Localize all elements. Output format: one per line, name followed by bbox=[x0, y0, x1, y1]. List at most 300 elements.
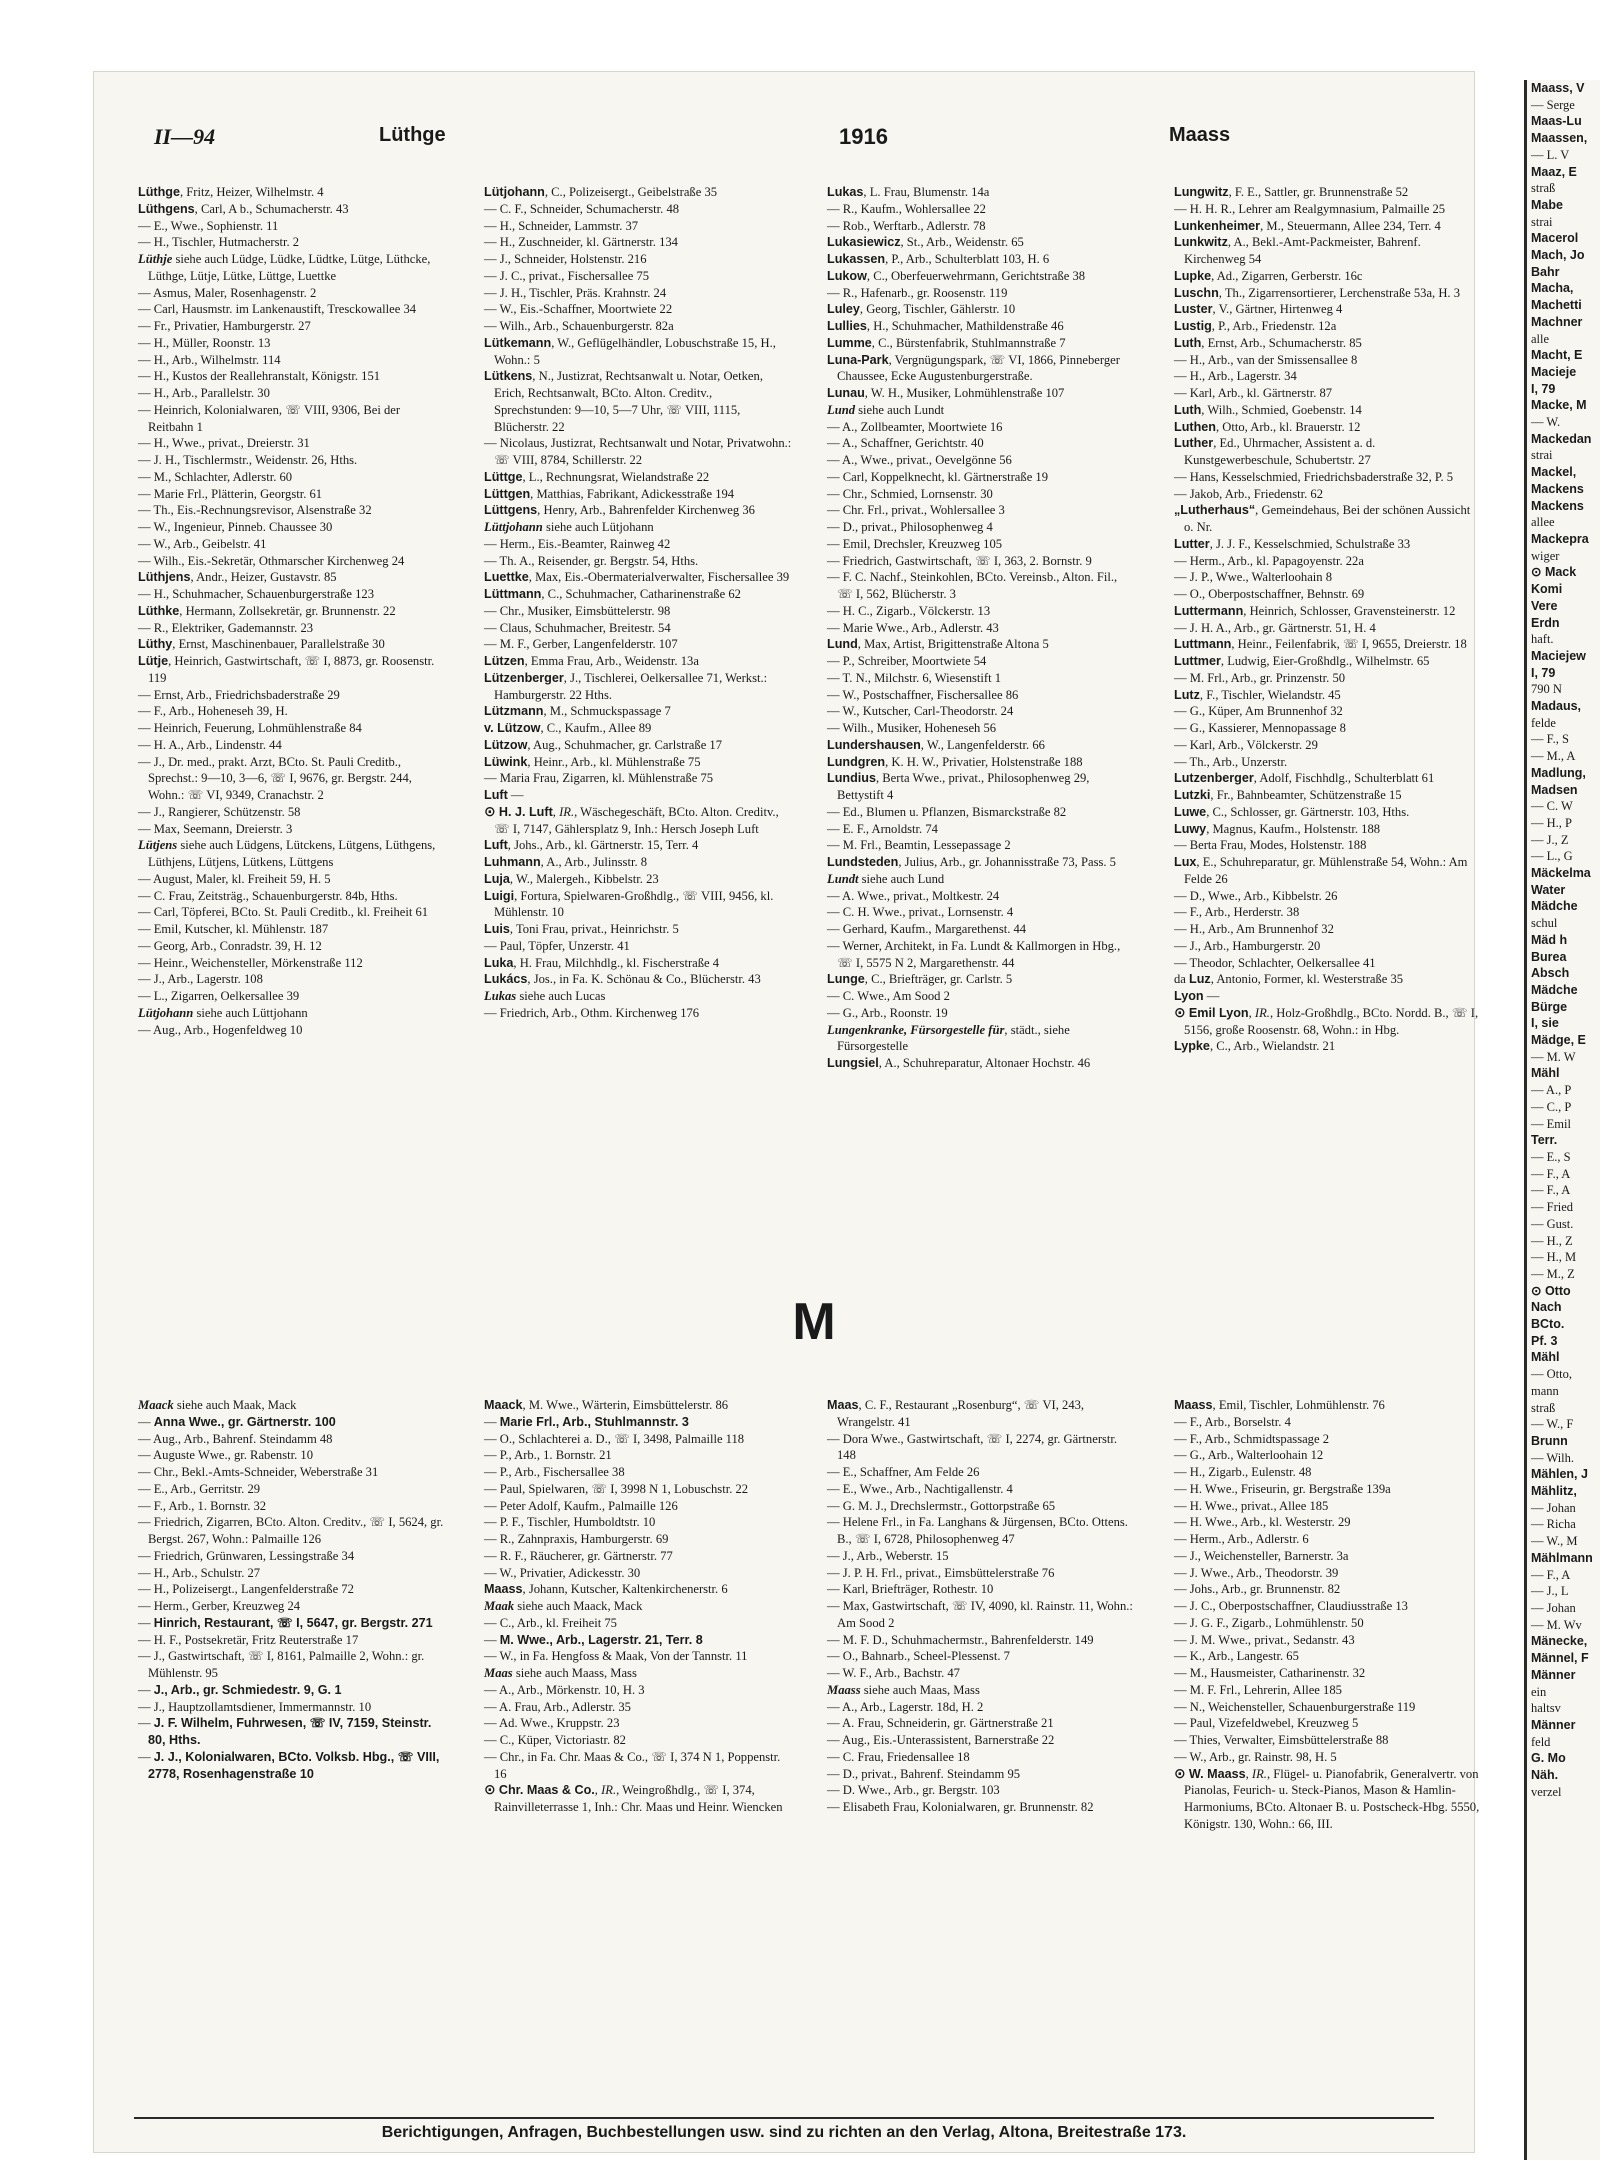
bottom-column-1 bbox=[138, 1397, 446, 1782]
directory-entry: — D. Wwe., Arb., gr. Bergstr. 103 bbox=[827, 1783, 1000, 1798]
edge-fragment: — A., P bbox=[1531, 1083, 1572, 1098]
directory-entry: Lukow, C., Oberfeuerwehrmann, Gerichtstraße 38 bbox=[827, 268, 1086, 283]
directory-entry: Lupke, Ad., Zigarren, Gerberstr. 16c bbox=[1174, 268, 1363, 283]
directory-entry: — F. C. Nachf., Steinkohlen, BCto. Vereinsb., Alton. Fil., ☏ I, 562, Blücherstr. 3 bbox=[827, 570, 1118, 601]
directory-entry: — M., Schlachter, Adlerstr. 60 bbox=[138, 469, 293, 484]
directory-entry: „Lutherhaus“, Gemeindehaus, Bei der schönen Aussicht o. Nr. bbox=[1174, 503, 1471, 534]
directory-entry: Lypke, C., Arb., Wielandstr. 21 bbox=[1174, 1039, 1336, 1054]
edge-fragment: Machner bbox=[1531, 314, 1583, 329]
directory-entry: — H., Schneider, Lammstr. 37 bbox=[484, 218, 639, 233]
header-year: 1916 bbox=[839, 124, 888, 149]
edge-fragment: Mählitz, bbox=[1531, 1484, 1577, 1499]
edge-fragment: — Fried bbox=[1531, 1200, 1574, 1215]
directory-entry: Lüttjohann siehe auch Lütjohann bbox=[484, 520, 654, 534]
edge-fragment: ⊙ Mack bbox=[1531, 565, 1577, 580]
directory-entry: Lüthjens, Andr., Heizer, Gustavstr. 85 bbox=[138, 570, 337, 585]
directory-entry: Luettke, Max, Eis.-Obermaterialverwalter, Fischersallee 39 bbox=[484, 570, 790, 585]
edge-fragment: Absch bbox=[1531, 966, 1570, 981]
directory-entry: Lüthgens, Carl, A b., Schumacherstr. 43 bbox=[138, 201, 349, 216]
directory-entry: — H., Arb., Am Brunnenhof 32 bbox=[1174, 922, 1334, 936]
edge-fragment: Mackedan bbox=[1531, 431, 1592, 446]
edge-fragment: — H., M bbox=[1531, 1250, 1577, 1265]
directory-entry: — Wilh., Musiker, Hoheneseh 56 bbox=[827, 721, 997, 735]
directory-entry: — Werner, Architekt, in Fa. Lundt & Kallmorgen in Hbg., ☏ I, 5575 N 2, Margarethenstr. 44 bbox=[827, 938, 1121, 970]
directory-entry: — J. Wwe., Arb., Theodorstr. 39 bbox=[1174, 1565, 1339, 1580]
directory-entry: — J. M. Wwe., privat., Sedanstr. 43 bbox=[1174, 1632, 1355, 1647]
edge-fragment: — W., F bbox=[1531, 1417, 1574, 1432]
directory-entry: — K., Arb., Langestr. 65 bbox=[1174, 1649, 1299, 1664]
directory-entry: Lukasiewicz, St., Arb., Weidenstr. 65 bbox=[827, 235, 1024, 250]
edge-fragment: Mackens bbox=[1531, 498, 1584, 513]
directory-entry: — Friedrich, Gastwirtschaft, ☏ I, 363, 2. Bornstr. 9 bbox=[827, 553, 1092, 568]
directory-entry: Luther, Ed., Uhrmacher, Assistent a. d. Kunstgewerbeschule, Schubertstr. 27 bbox=[1174, 436, 1376, 467]
directory-entry: v. Lützow, C., Kaufm., Allee 89 bbox=[484, 721, 652, 735]
directory-entry: Luwy, Magnus, Kaufm., Holstenstr. 188 bbox=[1174, 821, 1381, 836]
directory-entry: — J. C., Oberpostschaffner, Claudiusstraße 13 bbox=[1174, 1599, 1408, 1613]
directory-entry: Lütje, Heinrich, Gastwirtschaft, ☏ I, 8873, gr. Roosenstr. 119 bbox=[138, 654, 435, 685]
directory-entry: — C. Frau, Zeitsträg., Schauenburgerstr. 84b, Hths. bbox=[138, 888, 398, 903]
directory-entry: — E. F., Arnoldstr. 74 bbox=[827, 821, 938, 836]
directory-entry: — Carl, Hausmstr. im Lankenaustift, Tresckowallee 34 bbox=[138, 302, 417, 317]
directory-entry: — Th., Eis.-Rechnungsrevisor, Alsenstraße 32 bbox=[138, 503, 372, 518]
directory-entry: Lütkens, N., Justizrat, Rechtsanwalt u. Notar, Oetken, Erich, Rechtsanwalt, BCto. Alton. Creditv., Sprechstunden: 9—10, 5—7 Uhr, ☏ VIII, 1115, Blücherstr. 22 bbox=[484, 369, 763, 434]
directory-entry: Lüthke, Hermann, Zollsekretär, gr. Brunnenstr. 22 bbox=[138, 603, 396, 618]
edge-fragment: — Johan bbox=[1531, 1600, 1576, 1615]
edge-fragment: Machetti bbox=[1531, 298, 1582, 313]
edge-fragment: ⊙ Otto bbox=[1531, 1283, 1571, 1298]
directory-entry: Maas siehe auch Maass, Mass bbox=[484, 1666, 637, 1680]
directory-entry: — D., Wwe., Arb., Kibbelstr. 26 bbox=[1174, 888, 1338, 903]
edge-fragment: Maaz, E bbox=[1531, 164, 1577, 179]
edge-fragment: — M. W bbox=[1531, 1049, 1576, 1064]
directory-entry: — Ernst, Arb., Friedrichsbaderstraße 29 bbox=[138, 687, 340, 702]
directory-entry: — J. F. Wilhelm, Fuhrwesen, ☏ IV, 7159, Steinstr. 80, Hths. bbox=[138, 1716, 432, 1747]
edge-fragment: Madsen bbox=[1531, 782, 1578, 797]
directory-entry: Lumme, C., Bürstenfabrik, Stuhlmannstraße 7 bbox=[827, 335, 1066, 350]
edge-fragment: Maas-Lu bbox=[1531, 114, 1582, 129]
directory-entry: — R., Kaufm., Wohlersallee 22 bbox=[827, 201, 986, 216]
directory-entry: — H., Zigarb., Eulenstr. 48 bbox=[1174, 1465, 1312, 1479]
directory-entry: Lützmann, M., Schmuckspassage 7 bbox=[484, 704, 671, 719]
directory-entry: Luschn, Th., Zigarrensortierer, Lerchenstraße 53a, H. 3 bbox=[1174, 285, 1461, 300]
edge-fragment: — H., Z bbox=[1531, 1233, 1573, 1248]
directory-entry: — P. F., Tischler, Humboldtstr. 10 bbox=[484, 1515, 656, 1530]
directory-entry: — W., Ingenieur, Pinneb. Chaussee 30 bbox=[138, 520, 333, 534]
directory-entry: Lundershausen, W., Langenfelderstr. 66 bbox=[827, 737, 1045, 752]
directory-entry: — Paul, Spielwaren, ☏ I, 3998 N 1, Lobuschstr. 22 bbox=[484, 1481, 749, 1496]
directory-entry: — Fr., Privatier, Hamburgerstr. 27 bbox=[138, 319, 311, 333]
directory-entry: — Wilh., Eis.-Sekretär, Othmarscher Kirchenweg 24 bbox=[138, 553, 405, 568]
directory-entry: — Gerhard, Kaufm., Margarethenst. 44 bbox=[827, 922, 1027, 936]
directory-entry: — W. F., Arb., Bachstr. 47 bbox=[827, 1666, 960, 1680]
directory-entry: Lützen, Emma Frau, Arb., Weidenstr. 13a bbox=[484, 654, 699, 668]
directory-entry: — W., Eis.-Schaffner, Moortwiete 22 bbox=[484, 302, 673, 317]
directory-entry: — Rob., Werftarb., Adlerstr. 78 bbox=[827, 218, 986, 233]
directory-entry: — W., Kutscher, Carl-Theodorstr. 24 bbox=[827, 704, 1014, 719]
directory-entry: — G. M. J., Drechslermstr., Gottorpstraße 65 bbox=[827, 1498, 1056, 1513]
directory-entry: — A. Frau, Schneiderin, gr. Gärtnerstraße 21 bbox=[827, 1716, 1054, 1731]
directory-entry: — J., Arb., Weberstr. 15 bbox=[827, 1548, 949, 1563]
edge-fragment: — F., A bbox=[1531, 1166, 1571, 1181]
directory-entry: Lunge, C., Briefträger, gr. Carlstr. 5 bbox=[827, 972, 1013, 987]
directory-entry: Luja, W., Malergeh., Kibbelstr. 23 bbox=[484, 871, 659, 886]
edge-fragment: — M. Wv bbox=[1531, 1617, 1582, 1632]
edge-fragment: Bahr bbox=[1531, 264, 1560, 279]
edge-fragment: — C., P bbox=[1531, 1099, 1572, 1114]
directory-entry: — W., Postschaffner, Fischersallee 86 bbox=[827, 687, 1019, 702]
directory-entry: Lüthy, Ernst, Maschinenbauer, Parallelstraße 30 bbox=[138, 637, 385, 652]
directory-entry: — Asmus, Maler, Rosenhagenstr. 2 bbox=[138, 285, 317, 300]
directory-entry: Lux, E., Schuhreparatur, gr. Mühlenstraße 54, Wohn.: Am Felde 26 bbox=[1174, 855, 1468, 886]
edge-fragment: I, 79 bbox=[1531, 381, 1556, 396]
directory-entry: — N., Weichensteller, Schauenburgerstraße 119 bbox=[1174, 1699, 1416, 1714]
top-column-4 bbox=[1174, 184, 1482, 1055]
directory-entry: — H., Müller, Roonstr. 13 bbox=[138, 335, 271, 350]
directory-entry: — H. Wwe., Friseurin, gr. Bergstraße 139a bbox=[1174, 1481, 1391, 1496]
edge-fragment: Mädge, E bbox=[1531, 1033, 1586, 1048]
directory-entry: Lüthge, Fritz, Heizer, Wilhelmstr. 4 bbox=[138, 185, 324, 199]
edge-fragment: straß bbox=[1531, 1400, 1556, 1415]
directory-entry: — J., Arb., Hamburgerstr. 20 bbox=[1174, 938, 1321, 953]
edge-fragment: — Wilh. bbox=[1531, 1450, 1575, 1465]
directory-entry: — Aug., Arb., Hogenfeldweg 10 bbox=[138, 1022, 303, 1037]
directory-entry: Lüttgen, Matthias, Fabrikant, Adickesstraße 194 bbox=[484, 486, 735, 501]
directory-entry: — L., Zigarren, Oelkersallee 39 bbox=[138, 989, 300, 1003]
directory-entry: — A., Wwe., privat., Oevelgönne 56 bbox=[827, 453, 1012, 467]
edge-fragment: — H., P bbox=[1531, 815, 1572, 830]
page-number: II—94 bbox=[154, 124, 216, 149]
edge-fragment: G. Mo bbox=[1531, 1751, 1566, 1766]
edge-fragment: — Serge bbox=[1531, 97, 1575, 112]
directory-entry: — J. C., privat., Fischersallee 75 bbox=[484, 268, 650, 283]
edge-fragment: Mänecke, bbox=[1531, 1634, 1588, 1649]
directory-entry: — J. H., Tischlermstr., Weidenstr. 26, Hths. bbox=[138, 453, 358, 467]
directory-entry: — Herm., Arb., Adlerstr. 6 bbox=[1174, 1532, 1309, 1546]
directory-entry: — Herm., Gerber, Kreuzweg 24 bbox=[138, 1599, 301, 1613]
directory-entry: Maack, M. Wwe., Wärterin, Eimsbüttelerstr. 86 bbox=[484, 1398, 729, 1412]
directory-entry: — R., Zahnpraxis, Hamburgerstr. 69 bbox=[484, 1532, 669, 1546]
directory-entry: Lullies, H., Schuhmacher, Mathildenstraße 46 bbox=[827, 319, 1064, 333]
directory-entry: Lützenberger, J., Tischlerei, Oelkersallee 71, Werkst.: Hamburgerstr. 22 Hths. bbox=[484, 670, 768, 702]
directory-page bbox=[94, 72, 1480, 2152]
directory-entry: — F., Arb., Borselstr. 4 bbox=[1174, 1414, 1291, 1429]
directory-entry: — O., Bahnarb., Scheel-Plessenst. 7 bbox=[827, 1649, 1010, 1664]
edge-fragment: strai bbox=[1531, 448, 1553, 463]
edge-fragment: strai bbox=[1531, 214, 1553, 229]
directory-entry: — Theodor, Schlachter, Oelkersallee 41 bbox=[1174, 955, 1376, 970]
directory-entry: — A., Arb., Lagerstr. 18d, H. 2 bbox=[827, 1699, 984, 1714]
edge-fragment: alle bbox=[1531, 331, 1550, 346]
edge-fragment: Mach, Jo bbox=[1531, 248, 1585, 263]
edge-fragment: Maass, V bbox=[1531, 81, 1585, 95]
edge-fragment: — F., S bbox=[1531, 732, 1569, 747]
edge-fragment: — F., A bbox=[1531, 1567, 1571, 1582]
edge-fragment: Brunn bbox=[1531, 1433, 1568, 1448]
directory-entry: Luft, Johs., Arb., kl. Gärtnerstr. 15, Terr. 4 bbox=[484, 838, 699, 853]
directory-entry: — R., Hafenarb., gr. Roosenstr. 119 bbox=[827, 285, 1008, 300]
edge-fragment: — M., A bbox=[1531, 749, 1576, 764]
directory-entry: — G., Arb., Roonstr. 19 bbox=[827, 1005, 948, 1020]
edge-fragment: schul bbox=[1531, 916, 1558, 931]
edge-fragment: — C. W bbox=[1531, 799, 1573, 814]
directory-entry: — J. H. A., Arb., gr. Gärtnerstr. 51, H. 4 bbox=[1174, 620, 1376, 635]
directory-entry: Luley, Georg, Tischler, Gählerstr. 10 bbox=[827, 302, 1016, 317]
directory-entry: — R. F., Räucherer, gr. Gärtnerstr. 77 bbox=[484, 1548, 673, 1563]
edge-fragment: — J., L bbox=[1531, 1584, 1569, 1599]
directory-entry: — Jakob, Arb., Friedenstr. 62 bbox=[1174, 486, 1324, 501]
directory-entry: — M., Hausmeister, Catharinenstr. 32 bbox=[1174, 1666, 1366, 1680]
directory-entry: — G., Arb., Walterloohain 12 bbox=[1174, 1448, 1324, 1463]
directory-entry: ⊙ H. J. Luft, IR., Wäschegeschäft, BCto. Alton. Creditv., ☏ I, 7147, Gählersplatz 9, Inh.: Hersch Joseph Luft bbox=[484, 803, 779, 836]
edge-fragment: Mackel, bbox=[1531, 465, 1577, 480]
directory-entry: — C. Wwe., Am Sood 2 bbox=[827, 989, 950, 1003]
directory-entry: — August, Maler, kl. Freiheit 59, H. 5 bbox=[138, 871, 331, 886]
edge-fragment: Bürge bbox=[1531, 999, 1568, 1014]
directory-entry: — Karl, Arb., Völckerstr. 29 bbox=[1174, 737, 1318, 752]
edge-fragment: Macke, M bbox=[1531, 398, 1587, 413]
directory-entry: Lukács, Jos., in Fa. K. Schönau & Co., Blücherstr. 43 bbox=[484, 972, 761, 987]
directory-entry: — J., Arb., Lagerstr. 108 bbox=[138, 972, 263, 987]
edge-fragment: Macha, bbox=[1531, 281, 1574, 296]
directory-entry: — Paul, Vizefeldwebel, Kreuzweg 5 bbox=[1174, 1716, 1359, 1731]
directory-entry: — E., Schaffner, Am Felde 26 bbox=[827, 1465, 980, 1479]
directory-entry: — Maria Frau, Zigarren, kl. Mühlenstraße 75 bbox=[484, 771, 714, 786]
edge-fragment: — M., Z bbox=[1531, 1266, 1575, 1281]
directory-entry: — Auguste Wwe., gr. Rabenstr. 10 bbox=[138, 1448, 314, 1463]
directory-entry: — A., Arb., Mörkenstr. 10, H. 3 bbox=[484, 1682, 645, 1697]
directory-entry: Lungenkranke, Fürsorgestelle für, städt., siehe Fürsorgestelle bbox=[827, 1022, 1070, 1054]
edge-fragment: Maassen, bbox=[1531, 131, 1588, 146]
directory-entry: — C. F., Schneider, Schumacherstr. 48 bbox=[484, 201, 680, 216]
edge-fragment: Komi bbox=[1531, 582, 1563, 597]
directory-entry: — H. F., Postsekretär, Fritz Reuterstraße 17 bbox=[138, 1632, 359, 1647]
edge-fragment: — L., G bbox=[1531, 849, 1573, 864]
directory-entry: Lungsiel, A., Schuhreparatur, Altonaer Hochstr. 46 bbox=[827, 1056, 1091, 1070]
directory-entry: — Aug., Eis.-Unterassistent, Barnerstraße 22 bbox=[827, 1733, 1055, 1747]
edge-fragment: haltsv bbox=[1531, 1701, 1561, 1716]
directory-entry: — A., Schaffner, Gerichtstr. 40 bbox=[827, 436, 984, 451]
edge-fragment: Vere bbox=[1531, 598, 1558, 613]
directory-entry: Lutter, J. J. F., Kesselschmied, Schulstraße 33 bbox=[1174, 536, 1411, 551]
directory-entry: — F., Arb., Herderstr. 38 bbox=[1174, 905, 1300, 920]
header-last-entry: Maass bbox=[1169, 124, 1231, 146]
directory-entry: Maack siehe auch Maak, Mack bbox=[138, 1398, 297, 1412]
directory-entry: — C., Küper, Victoriastr. 82 bbox=[484, 1733, 626, 1747]
directory-entry: — Hinrich, Restaurant, ☏ I, 5647, gr. Bergstr. 271 bbox=[138, 1615, 433, 1630]
directory-entry: — Marie Frl., Arb., Stuhlmannstr. 3 bbox=[484, 1414, 689, 1429]
directory-entry: — O., Oberpostschaffner, Behnstr. 69 bbox=[1174, 587, 1365, 601]
directory-entry: — A., Zollbeamter, Moortwiete 16 bbox=[827, 419, 1003, 434]
edge-fragment: straß bbox=[1531, 181, 1556, 196]
directory-entry: — Th. A., Reisender, gr. Bergstr. 54, Hths. bbox=[484, 553, 699, 568]
directory-entry: — Chr., Musiker, Eimsbüttelerstr. 98 bbox=[484, 603, 671, 618]
page-header bbox=[154, 124, 1434, 158]
directory-entry: — Karl, Briefträger, Rothestr. 10 bbox=[827, 1582, 994, 1597]
edge-fragment: allee bbox=[1531, 515, 1555, 530]
bottom-column-4 bbox=[1174, 1397, 1482, 1833]
edge-fragment: — Gust. bbox=[1531, 1216, 1574, 1231]
directory-entry: — Herm., Arb., kl. Papagoyenstr. 22a bbox=[1174, 553, 1364, 568]
directory-entry: Luft — bbox=[484, 788, 524, 802]
directory-entry: — Emil, Drechsler, Kreuzweg 105 bbox=[827, 536, 1003, 551]
edge-fragment: Burea bbox=[1531, 949, 1567, 964]
directory-entry: Lukassen, P., Arb., Schulterblatt 103, H. 6 bbox=[827, 252, 1050, 266]
directory-entry: — A. Wwe., privat., Moltkestr. 24 bbox=[827, 888, 1000, 903]
directory-entry: — Helene Frl., in Fa. Langhans & Jürgensen, BCto. Ottens. B., ☏ I, 6728, Philosophenweg 47 bbox=[827, 1515, 1128, 1546]
footer-notice: Berichtigungen, Anfragen, Buchbestellungen usw. sind zu richten an den Verlag, Altona, Breitestraße 173. bbox=[381, 2124, 1187, 2141]
directory-entry: — H. C., Zigarb., Völckerstr. 13 bbox=[827, 603, 991, 618]
edge-fragment: Macieje bbox=[1531, 364, 1577, 379]
edge-fragment: — Otto, bbox=[1531, 1367, 1572, 1382]
edge-fragment: — F., A bbox=[1531, 1183, 1571, 1198]
directory-entry: — D., privat., Bahrenf. Steindamm 95 bbox=[827, 1766, 1021, 1781]
bottom-column-2 bbox=[484, 1397, 792, 1816]
edge-fragment: Mäd h bbox=[1531, 932, 1568, 947]
directory-entry: ⊙ Emil Lyon, IR., Holz-Großhdlg., BCto. Nordd. B., ☏ I, 5156, große Roosenstr. 68, Wohn.: in Hbg. bbox=[1174, 1004, 1479, 1037]
edge-fragment: Erdn bbox=[1531, 615, 1560, 630]
directory-entry: — Peter Adolf, Kaufm., Palmaille 126 bbox=[484, 1498, 678, 1513]
directory-entry: — P., Arb., 1. Bornstr. 21 bbox=[484, 1448, 612, 1463]
directory-entry: — H. A., Arb., Lindenstr. 44 bbox=[138, 737, 282, 752]
edge-fragment: Mabe bbox=[1531, 197, 1563, 212]
directory-entry: — C. H. Wwe., privat., Lornsenstr. 4 bbox=[827, 905, 1014, 920]
directory-entry: — Friedrich, Zigarren, BCto. Alton. Creditv., ☏ I, 5624, gr. Bergst. 267, Wohn.: Palmaille 126 bbox=[138, 1515, 444, 1546]
directory-entry: — M. F., Gerber, Langenfelderstr. 107 bbox=[484, 637, 678, 652]
directory-entry: — Heinrich, Feuerung, Lohmühlenstraße 84 bbox=[138, 721, 362, 735]
edge-fragment: Madaus, bbox=[1531, 699, 1582, 714]
directory-entry: — H., Kustos der Reallehranstalt, Königstr. 151 bbox=[138, 369, 381, 384]
directory-entry: — G., Kassierer, Mennopassage 8 bbox=[1174, 721, 1346, 735]
directory-entry: Lundt siehe auch Lund bbox=[827, 871, 945, 886]
edge-fragment: — E., S bbox=[1531, 1150, 1571, 1164]
directory-entry: Lyon — bbox=[1174, 989, 1220, 1003]
directory-entry: — J., Dr. med., prakt. Arzt, BCto. St. Pauli Creditb., Sprechst.: 9—10, 3—6, ☏ I, 9676, gr. Bergstr. 244, Wohn.: ☏ VI, 9349, Cranachstr. 2 bbox=[138, 754, 412, 802]
directory-entry: Maak siehe auch Maack, Mack bbox=[484, 1599, 643, 1613]
directory-entry: — Elisabeth Frau, Kolonialwaren, gr. Brunnenstr. 82 bbox=[827, 1800, 1094, 1814]
edge-fragment: Maciejew bbox=[1531, 648, 1586, 663]
directory-entry: Lüthje siehe auch Lüdge, Lüdke, Lüdtke, Lütge, Lüthcke, Lüthge, Lütje, Lütke, Lüttge, Luettke bbox=[138, 252, 431, 283]
directory-entry: — Friedrich, Grünwaren, Lessingstraße 34 bbox=[138, 1548, 355, 1563]
footer-rule bbox=[134, 2117, 1434, 2119]
directory-entry: Lund, Max, Artist, Brigittenstraße Altona 5 bbox=[827, 637, 1049, 652]
directory-entry: — Max, Seemann, Dreierstr. 3 bbox=[138, 821, 293, 836]
directory-entry: — G., Küper, Am Brunnenhof 32 bbox=[1174, 704, 1343, 719]
edge-fragment: — W., M bbox=[1531, 1534, 1578, 1549]
directory-entry: Lüttge, L., Rechnungsrat, Wielandstraße 22 bbox=[484, 469, 710, 484]
directory-entry: — Karl, Arb., kl. Gärtnerstr. 87 bbox=[1174, 386, 1333, 400]
directory-entry: — J., Schneider, Holstenstr. 216 bbox=[484, 252, 647, 266]
directory-entry: — J., Weichensteller, Barnerstr. 3a bbox=[1174, 1548, 1349, 1563]
directory-entry: Luttmann, Heinr., Feilenfabrik, ☏ I, 9655, Dreierstr. 18 bbox=[1174, 637, 1467, 652]
edge-fragment: Mähl bbox=[1531, 1350, 1560, 1365]
directory-entry: — Thies, Verwalter, Eimsbüttelerstraße 88 bbox=[1174, 1733, 1389, 1747]
edge-fragment: Nach bbox=[1531, 1300, 1562, 1315]
directory-entry: — C. Frau, Friedensallee 18 bbox=[827, 1749, 970, 1764]
directory-entry: — J., Rangierer, Schützenstr. 58 bbox=[138, 804, 301, 819]
edge-fragment: felde bbox=[1531, 715, 1556, 730]
directory-entry: — M. Wwe., Arb., Lagerstr. 21, Terr. 8 bbox=[484, 1632, 703, 1647]
directory-entry: — P., Arb., Fischersallee 38 bbox=[484, 1465, 625, 1479]
directory-entry: Maass, Johann, Kutscher, Kaltenkirchenerstr. 6 bbox=[484, 1582, 728, 1597]
edge-fragment: Pf. 3 bbox=[1531, 1333, 1558, 1348]
top-column-1 bbox=[138, 184, 446, 1038]
edge-fragment: Terr. bbox=[1531, 1133, 1558, 1148]
bottom-column-3 bbox=[827, 1397, 1135, 1816]
adjacent-page-edge bbox=[1524, 80, 1600, 2160]
edge-fragment: — W. bbox=[1531, 415, 1561, 430]
directory-entry: Lütjens siehe auch Lüdgens, Lütckens, Lütgens, Lüthgens, Lüthjens, Lütjens, Lütkens, Lüttgens bbox=[138, 838, 436, 869]
directory-entry: — Herm., Eis.-Beamter, Rainweg 42 bbox=[484, 536, 671, 551]
edge-fragment: — Richa bbox=[1531, 1517, 1576, 1532]
directory-entry: — R., Elektriker, Gademannstr. 23 bbox=[138, 620, 314, 635]
directory-entry: — H., Schuhmacher, Schauenburgerstraße 123 bbox=[138, 587, 375, 601]
directory-entry: — M. F. Frl., Lehrerin, Allee 185 bbox=[1174, 1682, 1342, 1697]
edge-fragment: Männer bbox=[1531, 1717, 1576, 1732]
directory-entry: Luigi, Fortura, Spielwaren-Großhdlg., ☏ VIII, 9456, kl. Mühlenstr. 10 bbox=[484, 888, 774, 920]
directory-entry: — F., Arb., 1. Bornstr. 32 bbox=[138, 1498, 267, 1513]
directory-entry: — J. H., Tischler, Präs. Krahnstr. 24 bbox=[484, 285, 667, 300]
directory-entry: Lunkenheimer, M., Steuermann, Allee 234, Terr. 4 bbox=[1174, 218, 1441, 233]
edge-fragment: wiger bbox=[1531, 548, 1560, 563]
edge-fragment: Mädche bbox=[1531, 899, 1578, 914]
directory-entry: Lutz, F., Tischler, Wielandstr. 45 bbox=[1174, 687, 1341, 702]
directory-entry: Lunkwitz, A., Bekl.-Amt-Packmeister, Bahrenf. Kirchenweg 54 bbox=[1174, 235, 1421, 266]
directory-entry: — Ed., Blumen u. Pflanzen, Bismarckstraße 82 bbox=[827, 804, 1067, 819]
directory-entry: — H., Arb., Wilhelmstr. 114 bbox=[138, 352, 281, 367]
edge-fragment: Mähl bbox=[1531, 1066, 1560, 1081]
directory-entry: Lundgren, K. H. W., Privatier, Holstenstraße 188 bbox=[827, 754, 1083, 769]
directory-entry: Luttmer, Ludwig, Eier-Großhdlg., Wilhelmstr. 65 bbox=[1174, 654, 1430, 668]
edge-fragment: Männer bbox=[1531, 1667, 1576, 1682]
directory-entry: Lüttgens, Henry, Arb., Bahrenfelder Kirchenweg 36 bbox=[484, 503, 755, 518]
directory-entry: Luwe, C., Schlosser, gr. Gärtnerstr. 103, Hths. bbox=[1174, 804, 1410, 819]
directory-entry: Lütjohann siehe auch Lüttjohann bbox=[138, 1005, 308, 1020]
directory-entry: — Aug., Arb., Bahrenf. Steindamm 48 bbox=[138, 1431, 333, 1446]
directory-entry: — Anna Wwe., gr. Gärtnerstr. 100 bbox=[138, 1414, 336, 1429]
directory-entry: Luth, Ernst, Arb., Schumacherstr. 85 bbox=[1174, 335, 1362, 350]
directory-entry: — W., Privatier, Adickesstr. 30 bbox=[484, 1565, 641, 1580]
directory-entry: Lüwink, Heinr., Arb., kl. Mühlenstraße 75 bbox=[484, 754, 701, 769]
directory-entry: — H. H. R., Lehrer am Realgymnasium, Palmaille 25 bbox=[1174, 201, 1446, 216]
directory-entry: — H. Wwe., Arb., kl. Westerstr. 29 bbox=[1174, 1515, 1351, 1530]
directory-entry: — J. J., Kolonialwaren, BCto. Volksb. Hbg., ☏ VIII, 2778, Rosenhagenstraße 10 bbox=[138, 1749, 440, 1781]
edge-fragment: ein bbox=[1531, 1684, 1547, 1699]
directory-entry: — J. P. H. Frl., privat., Eimsbüttelerstraße 76 bbox=[827, 1565, 1055, 1580]
directory-entry: — M. Frl., Beamtin, Lessepassage 2 bbox=[827, 838, 1011, 853]
edge-fragment: Mackepra bbox=[1531, 531, 1589, 546]
directory-entry: Luhmann, A., Arb., Julinsstr. 8 bbox=[484, 855, 648, 869]
directory-entry: Lüttmann, C., Schuhmacher, Catharinenstraße 62 bbox=[484, 587, 741, 601]
edge-fragment: — Johan bbox=[1531, 1500, 1576, 1515]
directory-entry: — Chr., Bekl.-Amts-Schneider, Weberstraße 31 bbox=[138, 1465, 379, 1479]
directory-entry: Luis, Toni Frau, privat., Heinrichstr. 5 bbox=[484, 922, 679, 936]
directory-entry: — H., Arb., Lagerstr. 34 bbox=[1174, 369, 1297, 384]
directory-entry: — Marie Frl., Plätterin, Georgstr. 61 bbox=[138, 486, 323, 501]
directory-entry: Maass, Emil, Tischler, Lohmühlenstr. 76 bbox=[1174, 1398, 1385, 1412]
directory-entry: — Ad. Wwe., Kruppstr. 23 bbox=[484, 1716, 620, 1731]
directory-entry: — Emil, Kutscher, kl. Mühlenstr. 187 bbox=[138, 922, 329, 936]
edge-fragment: I, 79 bbox=[1531, 665, 1556, 680]
directory-entry: — Dora Wwe., Gastwirtschaft, ☏ I, 2274, gr. Gärtnerstr. 148 bbox=[827, 1431, 1118, 1463]
directory-entry: — Heinrich, Kolonialwaren, ☏ VIII, 9306, Bei der Reitbahn 1 bbox=[138, 402, 401, 434]
edge-fragment: verzel bbox=[1531, 1784, 1562, 1799]
directory-entry: — M. Frl., Arb., gr. Prinzenstr. 50 bbox=[1174, 670, 1346, 685]
edge-fragment: Männel, F bbox=[1531, 1651, 1589, 1666]
directory-entry: — Heinr., Weichensteller, Mörkenstraße 112 bbox=[138, 955, 363, 970]
directory-entry: Lunau, W. H., Musiker, Lohmühlenstraße 107 bbox=[827, 386, 1065, 400]
directory-entry: — Carl, Koppelknecht, kl. Gärtnerstraße 19 bbox=[827, 469, 1049, 484]
edge-fragment: BCto. bbox=[1531, 1317, 1565, 1332]
